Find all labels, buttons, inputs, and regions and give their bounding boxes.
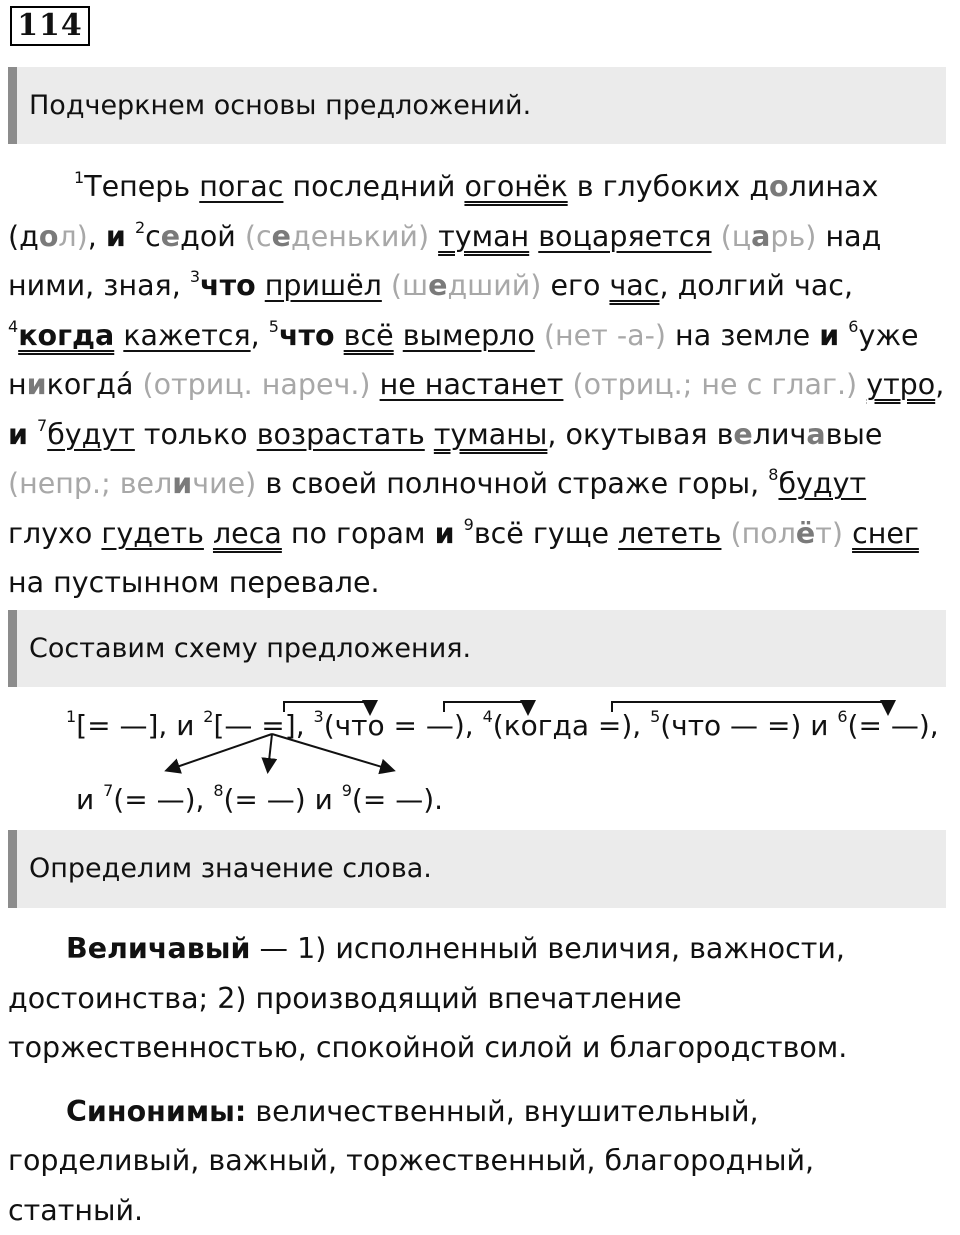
- text-number: 2: [135, 218, 145, 237]
- text-fragment: будут: [47, 418, 135, 451]
- definition: [8, 924, 952, 1073]
- text-fragment: [429, 220, 438, 253]
- text-fragment: только: [135, 418, 257, 451]
- text-fragment: на земле: [666, 319, 819, 352]
- text-fragment: ,: [935, 368, 944, 401]
- text-fragment: уже н: [8, 319, 919, 402]
- text-fragment: над ними, зная,: [8, 220, 881, 303]
- text-fragment: чие): [192, 467, 256, 500]
- text-fragment: (нет -а-): [544, 319, 666, 352]
- sentence-scheme: [0, 706, 960, 820]
- text-fragment: [455, 517, 464, 550]
- text-fragment: [371, 368, 380, 401]
- synonyms: [8, 1087, 952, 1235]
- text-fragment: о: [769, 170, 789, 203]
- scheme-arrows: [0, 694, 960, 804]
- text-fragment: его: [541, 269, 609, 302]
- text-number: 1: [74, 168, 84, 187]
- arrow-8: [268, 734, 272, 770]
- text-fragment: [394, 319, 403, 352]
- text-fragment: пришёл: [265, 269, 382, 302]
- text-fragment: кажется: [123, 319, 250, 352]
- scheme-fragment: (= —),: [848, 709, 939, 742]
- text-fragment: (отриц. нареч.): [142, 368, 370, 401]
- text-fragment: денький): [291, 220, 429, 253]
- text-fragment: е: [733, 418, 752, 451]
- section-heading-scheme: Составим схему предложения.: [8, 610, 946, 687]
- text-fragment: дой: [180, 220, 245, 253]
- scheme-number: 6: [837, 707, 847, 726]
- text-fragment: [204, 517, 213, 550]
- text-fragment: и: [172, 467, 192, 500]
- scheme-fragment: (что — =) и: [660, 709, 837, 742]
- text-number: 9: [464, 515, 474, 534]
- scheme-number: 8: [213, 781, 223, 800]
- text-fragment: туман: [438, 220, 529, 253]
- text-fragment: дший): [447, 269, 541, 302]
- text-fragment: по горам: [282, 517, 435, 550]
- text-fragment: [535, 319, 544, 352]
- text-fragment: [28, 418, 37, 451]
- text-fragment: последний: [283, 170, 464, 203]
- scheme-number: 9: [342, 781, 352, 800]
- bracket-4: [444, 702, 528, 712]
- text-fragment: в глубоких д: [568, 170, 769, 203]
- text-fragment: утро: [866, 368, 935, 401]
- text-fragment: что: [279, 319, 335, 352]
- text-fragment: погас: [199, 170, 283, 203]
- text-fragment: не настанет: [380, 368, 564, 401]
- scheme-fragment: (что = —),: [324, 709, 483, 742]
- text-fragment: леса: [213, 517, 282, 550]
- text-fragment: всё гуще: [474, 517, 618, 550]
- bracket-5-6: [612, 702, 888, 712]
- text-fragment: лететь: [618, 517, 721, 550]
- text-fragment: (д: [8, 220, 39, 253]
- text-fragment: (отриц.; не с глаг.): [572, 368, 857, 401]
- text-fragment: когда́: [47, 368, 143, 401]
- scheme-fragment: (= —).: [352, 783, 443, 816]
- text-fragment: на пустынном перевале.: [8, 566, 380, 599]
- scheme-number: 2: [203, 707, 213, 726]
- text-fragment: (ц: [721, 220, 752, 253]
- text-fragment: что: [200, 269, 256, 302]
- text-fragment: и: [435, 517, 455, 550]
- text-fragment: о: [39, 220, 59, 253]
- scheme-number: 5: [650, 707, 660, 726]
- text-number: 8: [768, 465, 778, 484]
- scheme-number: 1: [66, 707, 76, 726]
- arrow-9: [272, 734, 392, 770]
- main-text: [8, 162, 952, 608]
- text-fragment: [335, 319, 344, 352]
- text-fragment: снег: [852, 517, 919, 550]
- text-number: 4: [8, 317, 18, 336]
- text-fragment: туманы: [434, 418, 548, 451]
- text-fragment: , окутывая в: [547, 418, 733, 451]
- text-fragment: е: [272, 220, 291, 253]
- text-fragment: лич: [753, 418, 807, 451]
- text-fragment: [712, 220, 721, 253]
- text-fragment: [114, 319, 123, 352]
- text-fragment: линах: [789, 170, 879, 203]
- text-fragment: и: [8, 418, 28, 451]
- text-fragment: глухо: [8, 517, 101, 550]
- text-fragment: в своей полночной страже горы,: [256, 467, 768, 500]
- text-fragment: всё: [344, 319, 394, 352]
- text-fragment: е: [161, 220, 180, 253]
- scheme-fragment: (= —),: [113, 783, 213, 816]
- text-fragment: (ш: [391, 269, 428, 302]
- text-fragment: [126, 220, 135, 253]
- text-fragment: с: [145, 220, 161, 253]
- bracket-3: [284, 702, 370, 712]
- text-fragment: [529, 220, 538, 253]
- text-fragment: и: [819, 319, 839, 352]
- text-fragment: ё: [796, 517, 815, 550]
- text-fragment: будут: [778, 467, 866, 500]
- text-number: 3: [190, 267, 200, 286]
- section-heading-meaning: Определим значение слова.: [8, 830, 946, 908]
- text-fragment: [721, 517, 730, 550]
- text-fragment: и: [106, 220, 126, 253]
- text-fragment: [256, 269, 265, 302]
- text-fragment: [382, 269, 391, 302]
- scheme-number: 4: [483, 707, 493, 726]
- text-fragment: (с: [245, 220, 272, 253]
- text-fragment: ,: [251, 319, 269, 352]
- definition-term: Величавый: [66, 932, 250, 965]
- arrow-7: [168, 734, 272, 770]
- text-number: 5: [269, 317, 279, 336]
- text-fragment: [839, 319, 848, 352]
- text-fragment: а: [751, 220, 770, 253]
- text-fragment: [843, 517, 852, 550]
- section-heading-basics: Подчеркнем основы предложений.: [8, 67, 946, 144]
- text-fragment: вые: [826, 418, 883, 451]
- synonyms-label: Синонимы:: [66, 1095, 246, 1128]
- scheme-fragment: (= —) и: [224, 783, 342, 816]
- definition-block: [8, 924, 952, 1235]
- text-fragment: гудеть: [101, 517, 203, 550]
- text-fragment: [425, 418, 434, 451]
- text-fragment: воцаряется: [538, 220, 711, 253]
- text-fragment: т): [815, 517, 843, 550]
- text-fragment: ,: [88, 220, 106, 253]
- text-fragment: когда: [18, 319, 114, 352]
- text-fragment: Теперь: [84, 170, 199, 203]
- scheme-fragment: [= —], и: [76, 709, 203, 742]
- text-fragment: огонёк: [464, 170, 567, 203]
- text-fragment: возрастать: [257, 418, 425, 451]
- text-fragment: час: [609, 269, 659, 302]
- text-fragment: , долгий час,: [659, 269, 853, 302]
- text-number: 7: [37, 416, 47, 435]
- scheme-number: 3: [314, 707, 324, 726]
- main-sentence: [8, 162, 952, 608]
- text-fragment: л): [58, 220, 87, 253]
- text-fragment: рь): [770, 220, 816, 253]
- scheme-fragment: [— =],: [213, 709, 313, 742]
- scheme-fragment: (когда =),: [493, 709, 650, 742]
- scheme-number: 7: [103, 781, 113, 800]
- task-number: 114: [10, 6, 90, 46]
- text-fragment: [857, 368, 866, 401]
- synonyms-text: величественный, внушительный, горделивый, важный, торжественный, благородный, статный.: [8, 1095, 814, 1227]
- text-fragment: а: [806, 418, 825, 451]
- text-fragment: (непр.; вел: [8, 467, 172, 500]
- text-fragment: (пол: [731, 517, 796, 550]
- text-fragment: вымерло: [403, 319, 535, 352]
- scheme-fragment: и: [76, 783, 103, 816]
- text-fragment: и: [27, 368, 47, 401]
- text-fragment: е: [428, 269, 447, 302]
- text-number: 6: [848, 317, 858, 336]
- definition-text: — 1) исполненный величия, важности, достоинства; 2) производящий впечатление торжественностью, спокойной силой и благородством.: [8, 932, 847, 1064]
